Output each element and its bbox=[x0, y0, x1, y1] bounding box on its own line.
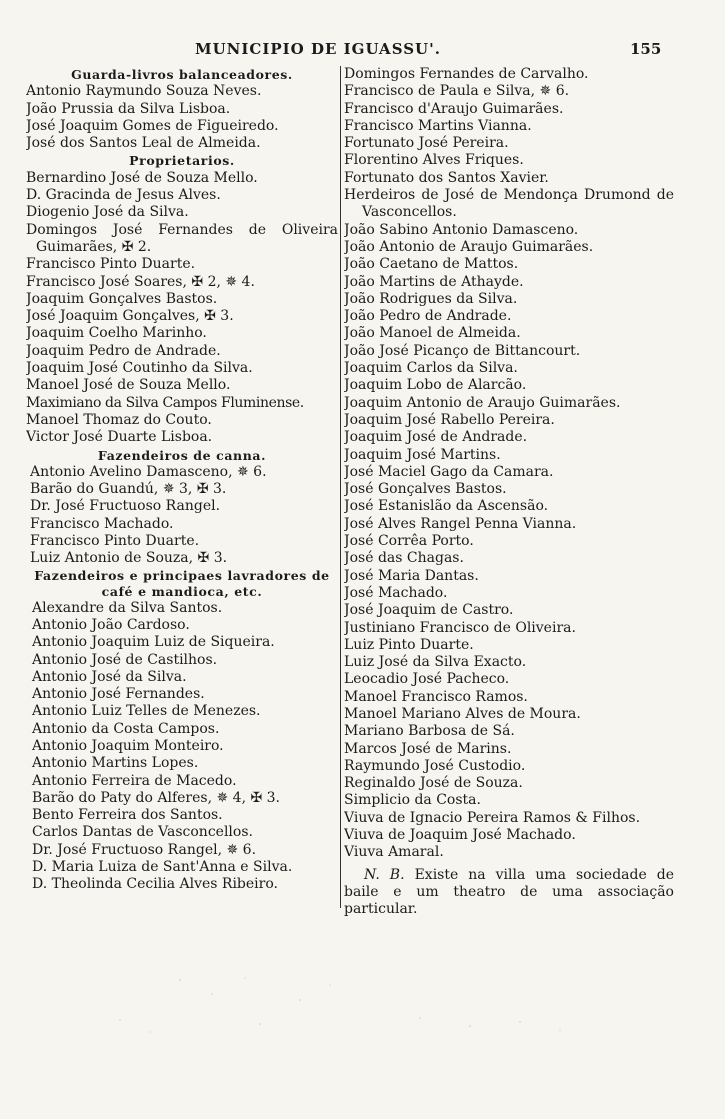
list-item: José das Chagas. bbox=[344, 550, 464, 567]
list-item: Antonio José da Silva. bbox=[32, 668, 187, 685]
list-item: Antonio Raymundo Souza Neves. bbox=[26, 83, 262, 100]
section-heading: Fazendeiros e principaes lavradores de café e mandioca, etc. bbox=[34, 567, 330, 599]
list-item: Manoel Mariano Alves de Moura. bbox=[344, 705, 581, 722]
section-heading: Proprietarios. bbox=[129, 153, 235, 169]
list-item: Antonio João Cardoso. bbox=[32, 616, 190, 633]
list-item: Fortunato José Pereira. bbox=[344, 135, 509, 152]
list-item: José Joaquim Gonçalves, ✠ 3. bbox=[26, 308, 234, 325]
list-item: Antonio José de Castilhos. bbox=[32, 651, 218, 668]
list-item: Manoel Francisco Ramos. bbox=[344, 688, 528, 705]
list-item: José Machado. bbox=[344, 584, 448, 601]
list-item: Raymundo José Custodio. bbox=[344, 757, 526, 774]
list-item: Antonio Ferreira de Macedo. bbox=[32, 772, 237, 789]
list-item: D. Maria Luiza de Sant'Anna e Silva. bbox=[32, 859, 293, 876]
list-item: Francisco Machado. bbox=[30, 515, 174, 532]
list-item: Dr. José Fructuoso Rangel, ✵ 6. bbox=[32, 841, 257, 858]
list-item: Manoel Thomaz do Couto. bbox=[26, 411, 212, 428]
list-item: Francisco Pinto Duarte. bbox=[26, 256, 196, 273]
list-item: João Rodrigues da Silva. bbox=[344, 290, 518, 307]
list-item: Joaquim José de Andrade. bbox=[344, 429, 528, 446]
list-item: Diogenio José da Silva. bbox=[26, 204, 189, 221]
list-item: João Prussia da Silva Lisboa. bbox=[26, 100, 231, 117]
list-item: José Maria Dantas. bbox=[344, 567, 479, 584]
list-item: D. Gracinda de Jesus Alves. bbox=[26, 187, 221, 204]
list-item: Joaquim Carlos da Silva. bbox=[344, 360, 518, 377]
list-item: Barão do Paty do Alferes, ✵ 4, ✠ 3. bbox=[32, 789, 281, 806]
list-item: Luiz Pinto Duarte. bbox=[344, 636, 474, 653]
list-item: Viuva de Joaquim José Machado. bbox=[344, 827, 576, 844]
list-item: Antonio da Costa Campos. bbox=[32, 720, 220, 737]
left-column bbox=[26, 66, 338, 894]
list-item: Fortunato dos Santos Xavier. bbox=[344, 169, 549, 186]
list-item: Joaquim José Rabello Pereira. bbox=[344, 411, 555, 428]
list-item: Justiniano Francisco de Oliveira. bbox=[344, 619, 576, 636]
list-item: Dr. José Fructuoso Rangel. bbox=[30, 498, 221, 515]
list-item: Antonio Avelino Damasceno, ✵ 6. bbox=[30, 463, 267, 480]
note-mark: N. B. bbox=[364, 866, 405, 883]
list-item: Joaquim Pedro de Andrade. bbox=[26, 342, 221, 359]
list-item: Luiz Antonio de Souza, ✠ 3. bbox=[30, 550, 228, 567]
print-specks bbox=[0, 960, 725, 1060]
list-item: Herdeiros de José de Mendonça Drumond de Vasconcellos. bbox=[344, 187, 674, 221]
list-item: Francisco de Paula e Silva, ✵ 6. bbox=[344, 83, 570, 100]
page-title: MUNICIPIO DE IGUASSU'. bbox=[195, 40, 441, 58]
list-item: João Manoel de Almeida. bbox=[344, 325, 521, 342]
list-item: Domingos José Fernandes de Oliveira Guimarães, ✠ 2. bbox=[26, 221, 338, 255]
page-header bbox=[0, 40, 725, 66]
list-item: Florentino Alves Friques. bbox=[344, 152, 524, 169]
list-item: Antonio Martins Lopes. bbox=[32, 755, 199, 772]
list-item: Francisco Martins Vianna. bbox=[344, 117, 532, 134]
list-item: Reginaldo José de Souza. bbox=[344, 775, 523, 792]
right-list bbox=[344, 66, 674, 862]
section-heading: Fazendeiros de canna. bbox=[97, 447, 267, 463]
column-divider bbox=[340, 66, 341, 908]
page-number: 155 bbox=[630, 40, 662, 58]
list-item: Leocadio José Pacheco. bbox=[344, 671, 510, 688]
list-item: Victor José Duarte Lisboa. bbox=[26, 429, 213, 446]
note-text: Existe na villa uma sociedade de baile e um theatro de uma associação particular. bbox=[344, 866, 675, 918]
list-item: Francisco d'Araujo Guimarães. bbox=[344, 100, 564, 117]
list-item: Marcos José de Marins. bbox=[344, 740, 512, 757]
list-item: Viuva Amaral. bbox=[344, 844, 444, 861]
list-item: Manoel José de Souza Mello. bbox=[26, 377, 231, 394]
list-item: José Corrêa Porto. bbox=[344, 533, 474, 550]
list-item: José dos Santos Leal de Almeida. bbox=[26, 135, 261, 152]
list-item: Joaquim Antonio de Araujo Guimarães. bbox=[344, 394, 621, 411]
list-item: José Joaquim Gomes de Figueiredo. bbox=[26, 117, 279, 134]
list-item: Domingos Fernandes de Carvalho. bbox=[344, 66, 589, 82]
list-item: João Martins de Athayde. bbox=[344, 273, 524, 290]
list-item: Carlos Dantas de Vasconcellos. bbox=[32, 824, 253, 841]
right-column bbox=[344, 66, 674, 919]
list-item: Antonio Luiz Telles de Menezes. bbox=[32, 703, 261, 720]
list-item: Bernardino José de Souza Mello. bbox=[26, 169, 258, 186]
list-item: Mariano Barbosa de Sá. bbox=[344, 723, 515, 740]
list-item: Viuva de Ignacio Pereira Ramos & Filhos. bbox=[344, 809, 641, 826]
list-item: José Estanislão da Ascensão. bbox=[344, 498, 549, 515]
list-item: Antonio Joaquim Monteiro. bbox=[32, 737, 224, 754]
list-item: Francisco Pinto Duarte. bbox=[30, 533, 200, 550]
list-item: João Pedro de Andrade. bbox=[344, 308, 512, 325]
list-item: Luiz José da Silva Exacto. bbox=[344, 654, 527, 671]
list-item: Antonio Joaquim Luiz de Siqueira. bbox=[32, 634, 275, 651]
list-item: Bento Ferreira dos Santos. bbox=[32, 807, 223, 824]
list-item: Maximiano da Silva Campos Fluminense. bbox=[26, 394, 304, 411]
note-paragraph bbox=[344, 867, 674, 919]
list-item: Joaquim José Coutinho da Silva. bbox=[26, 360, 253, 377]
list-item: José Joaquim de Castro. bbox=[344, 602, 514, 619]
list-item: José Gonçalves Bastos. bbox=[344, 481, 507, 498]
list-item: João Sabino Antonio Damasceno. bbox=[344, 221, 579, 238]
list-item: João Caetano de Mattos. bbox=[344, 256, 519, 273]
section-heading: Guarda-livros balanceadores. bbox=[71, 67, 293, 82]
list-item: Alexandre da Silva Santos. bbox=[32, 599, 223, 616]
list-item: João Antonio de Araujo Guimarães. bbox=[344, 238, 594, 255]
list-item: José Maciel Gago da Camara. bbox=[344, 463, 554, 480]
list-item: José Alves Rangel Penna Vianna. bbox=[344, 515, 577, 532]
list-item: Simplicio da Costa. bbox=[344, 792, 481, 809]
list-item: D. Theolinda Cecilia Alves Ribeiro. bbox=[32, 876, 278, 893]
list-item: Antonio José Fernandes. bbox=[32, 686, 205, 703]
list-item: Barão do Guandú, ✵ 3, ✠ 3. bbox=[30, 481, 227, 498]
list-item: João José Picanço de Bittancourt. bbox=[344, 342, 581, 359]
list-item: Joaquim José Martins. bbox=[344, 446, 501, 463]
list-item: Joaquim Lobo de Alarcão. bbox=[344, 377, 527, 394]
list-item: Joaquim Gonçalves Bastos. bbox=[26, 290, 218, 307]
list-item: Joaquim Coelho Marinho. bbox=[26, 325, 207, 342]
list-item: Francisco José Soares, ✠ 2, ✵ 4. bbox=[26, 273, 255, 290]
